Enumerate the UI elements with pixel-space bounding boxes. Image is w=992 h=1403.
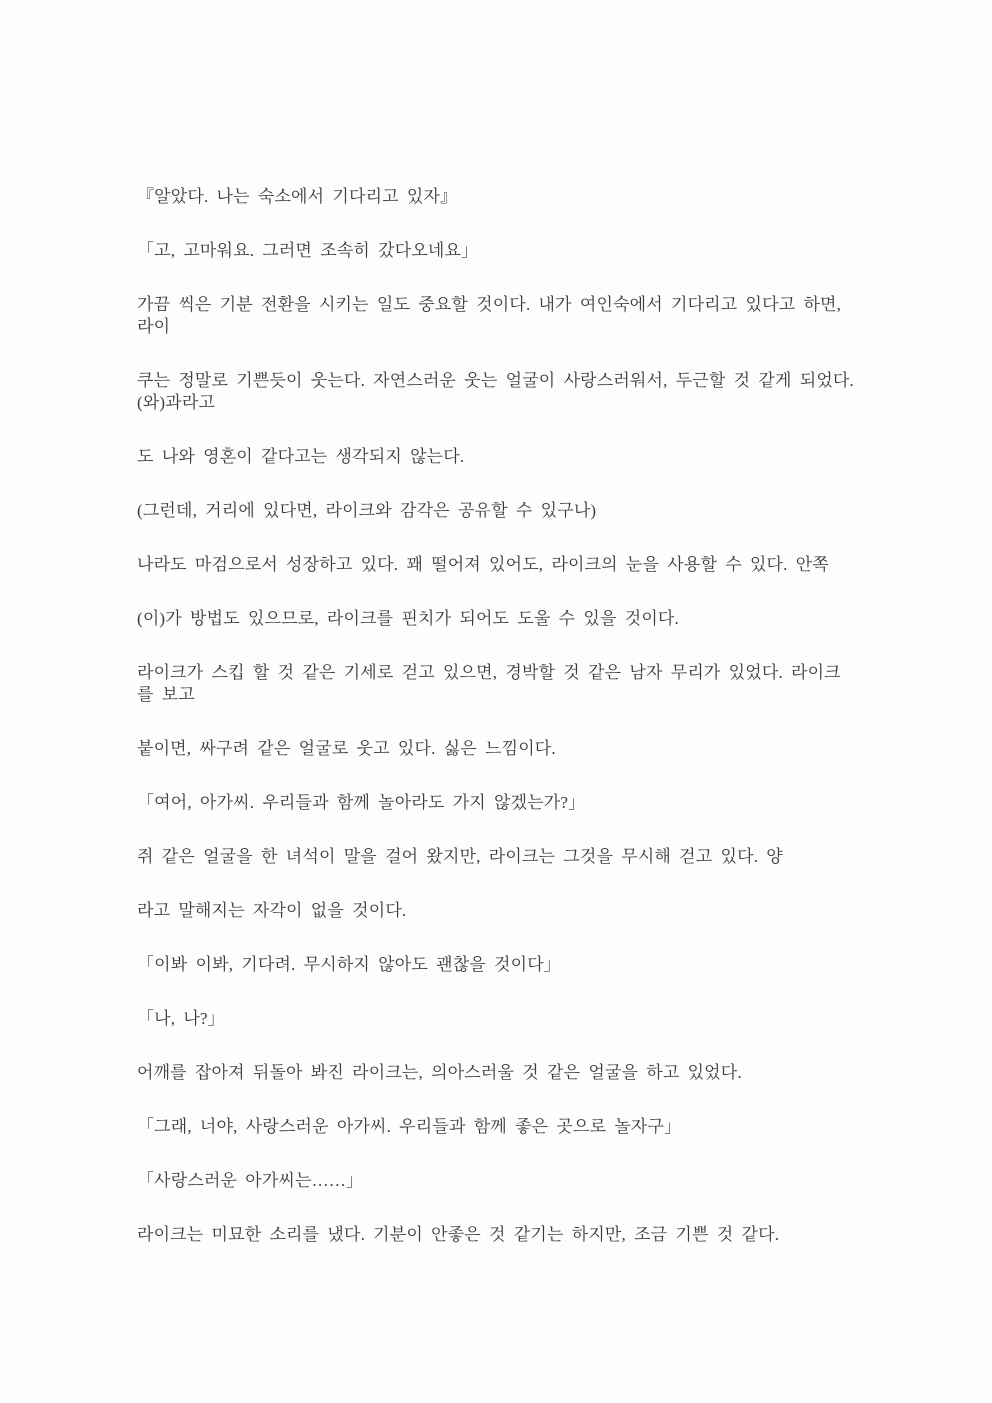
text-line: 붙이면, 싸구려 같은 얼굴로 웃고 있다. 싫은 느낌이다. bbox=[137, 739, 556, 758]
text-line: 『알았다. 나는 숙소에서 기다리고 있자』 bbox=[137, 187, 458, 206]
text-line: (그런데, 거리에 있다면, 라이크와 감각은 공유할 수 있구나) bbox=[137, 501, 597, 520]
text-line: 도 나와 영혼이 같다고는 생각되지 않는다. bbox=[137, 447, 465, 466]
paragraph-narration bbox=[137, 294, 859, 338]
paragraph-inner-thought bbox=[137, 500, 859, 522]
paragraph-narration bbox=[137, 900, 859, 922]
text-line: 「그래, 너야, 사랑스러운 아가씨. 우리들과 함께 좋은 곳으로 놀자구」 bbox=[137, 1117, 682, 1136]
text-line: (와)과라고 bbox=[137, 393, 216, 412]
text-line: 를 보고 bbox=[137, 685, 195, 704]
paragraph-dialogue bbox=[137, 1008, 859, 1030]
paragraph-narration bbox=[137, 662, 859, 706]
paragraph-dialogue bbox=[137, 240, 859, 262]
text-line: 「고, 고마워요. 그러면 조속히 갔다오네요」 bbox=[137, 241, 479, 260]
paragraph-dialogue bbox=[137, 1116, 859, 1138]
text-line: 「사랑스러운 아가씨는……」 bbox=[137, 1171, 364, 1190]
text-line: 「나, 나?」 bbox=[137, 1009, 225, 1028]
text-line: 라이크는 미묘한 소리를 냈다. 기분이 안좋은 것 같기는 하지만, 조금 기쁜 것 같다. bbox=[137, 1225, 780, 1244]
paragraph-narration bbox=[137, 370, 859, 414]
text-line: 나라도 마검으로서 성장하고 있다. 꽤 떨어져 있어도, 라이크의 눈을 사용할 수 있다. 안쪽 bbox=[137, 555, 829, 574]
text-line: 쥐 같은 얼굴을 한 녀석이 말을 걸어 왔지만, 라이크는 그것을 무시해 걷고 있다. 양 bbox=[137, 847, 783, 866]
paragraph-narration bbox=[137, 1062, 859, 1084]
paragraph-dialogue bbox=[137, 186, 859, 208]
text-line: 「이봐 이봐, 기다려. 무시하지 않아도 괜찮을 것이다」 bbox=[137, 955, 561, 974]
text-line: (이)가 방법도 있으므로, 라이크를 핀치가 되어도 도울 수 있을 것이다. bbox=[137, 609, 679, 628]
paragraph-narration bbox=[137, 1224, 859, 1246]
text-line: 라이크가 스킵 할 것 같은 기세로 걷고 있으면, 경박할 것 같은 남자 무리가 있었다. 라이크 bbox=[137, 663, 841, 682]
paragraph-dialogue bbox=[137, 1170, 859, 1192]
paragraph-narration bbox=[137, 738, 859, 760]
text-line: 라이 bbox=[137, 317, 171, 336]
text-line: 라고 말해지는 자각이 없을 것이다. bbox=[137, 901, 407, 920]
text-line: 쿠는 정말로 기쁜듯이 웃는다. 자연스러운 웃는 얼굴이 사랑스러워서, 두근할 것 같게 되었다. bbox=[137, 371, 854, 390]
paragraph-narration bbox=[137, 554, 859, 576]
text-line: 「여어, 아가씨. 우리들과 함께 놀아라도 가지 않겠는가?」 bbox=[137, 793, 586, 812]
paragraph-narration bbox=[137, 846, 859, 868]
paragraph-narration bbox=[137, 608, 859, 630]
text-line: 어깨를 잡아져 뒤돌아 봐진 라이크는, 의아스러울 것 같은 얼굴을 하고 있었다. bbox=[137, 1063, 742, 1082]
document-text-block bbox=[137, 186, 859, 1278]
paragraph-narration bbox=[137, 446, 859, 468]
paragraph-dialogue bbox=[137, 954, 859, 976]
paragraph-dialogue bbox=[137, 792, 859, 814]
text-line: 가끔 씩은 기분 전환을 시키는 일도 중요할 것이다. 내가 여인숙에서 기다리고 있다고 하면, bbox=[137, 295, 842, 314]
